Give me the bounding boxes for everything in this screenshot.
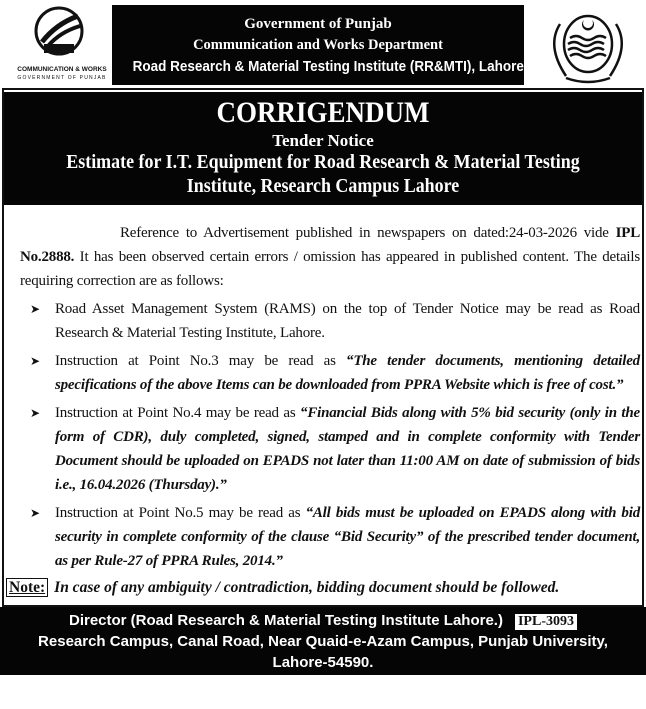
notice-body <box>20 221 640 573</box>
item-text: Instruction at Point No.4 may be read as <box>55 405 301 421</box>
estimate-title-line2: Institute, Research Campus Lahore <box>186 176 460 197</box>
institute-name: Road Research & Material Testing Institute (RR&MTI), Lahore <box>132 58 524 75</box>
arrow-bullet-icon: ➤ <box>30 406 40 420</box>
cw-logo-line1: COMMUNICATION & WORKS <box>17 66 107 73</box>
arrow-bullet-icon: ➤ <box>30 354 40 368</box>
footer <box>0 607 646 675</box>
government-name: Government of Punjab <box>244 16 392 32</box>
footer-city-line: Lahore-54590. <box>272 654 374 671</box>
arrow-bullet-icon: ➤ <box>30 302 40 316</box>
reference-paragraph <box>20 221 640 293</box>
reference-text: Reference to Advertisement published in newspapers on dated:24-03-2026 vide <box>120 225 616 241</box>
reference-text-cont: It has been observed certain errors / omission has appeared in published content. The details requiring correction are as follows: <box>20 249 640 289</box>
arrow-bullet-icon: ➤ <box>30 506 40 520</box>
corrections-list <box>20 297 640 573</box>
punjab-seal-icon <box>540 8 636 86</box>
reference-ipl-number: IPL No.2888. <box>20 225 640 265</box>
cw-logo-line2: GOVERNMENT OF PUNJAB <box>17 75 107 81</box>
note-label: Note: <box>6 578 48 597</box>
item-quote: “The tender documents, mentioning detailed specifications of the above Items can be downloaded from PPRA Website which is free of cost.” <box>55 353 640 393</box>
ipl-badge: IPL-3093 <box>515 614 577 630</box>
estimate-title-line1: Estimate for I.T. Equipment for Road Research & Material Testing <box>66 152 580 173</box>
list-item <box>20 401 640 497</box>
item-quote: “All bids must be uploaded on EPADS along with bid security in complete conformity of the clause “Bid Security” of the prescribed tender document, as per Rule-27 of PPRA Rules, 2014.” <box>55 505 640 569</box>
cw-logo <box>12 6 107 86</box>
item-text: Instruction at Point No.3 may be read as <box>55 353 347 369</box>
item-text: Road Asset Management System (RAMS) on the top of Tender Notice may be read as Road Research & Material Testing Institute, Lahore. <box>55 301 640 341</box>
tender-notice-subheading: Tender Notice <box>272 131 374 150</box>
list-item <box>20 501 640 573</box>
cw-logo-icon <box>34 6 84 56</box>
director-title: Director (Road Research & Material Testing Institute Lahore.) <box>69 612 503 629</box>
item-quote: “Financial Bids along with 5% bid security (only in the form of CDR), duly completed, signed, stamped and in complete conformity with Tender Document should be uploaded on EPADS not later than 11:00 AM on date of submission of bids i.e., 16.04.2026 (Thursday).” <box>55 405 640 493</box>
department-name: Communication and Works Department <box>193 37 443 53</box>
list-item <box>20 297 640 345</box>
corrigendum-heading: CORRIGENDUM <box>216 96 430 129</box>
department-header <box>112 5 524 85</box>
list-item <box>20 349 640 397</box>
item-text: Instruction at Point No.5 may be read as <box>55 505 306 521</box>
footer-address-line: Research Campus, Canal Road, Near Quaid-e-Azam Campus, Punjab University, <box>38 633 608 650</box>
letterhead <box>0 0 646 88</box>
note <box>6 577 638 599</box>
title-box <box>4 92 642 205</box>
notice-border <box>2 88 644 607</box>
footer-line1 <box>0 610 646 631</box>
note-text: In case of any ambiguity / contradiction, bidding document should be followed. <box>54 579 560 596</box>
